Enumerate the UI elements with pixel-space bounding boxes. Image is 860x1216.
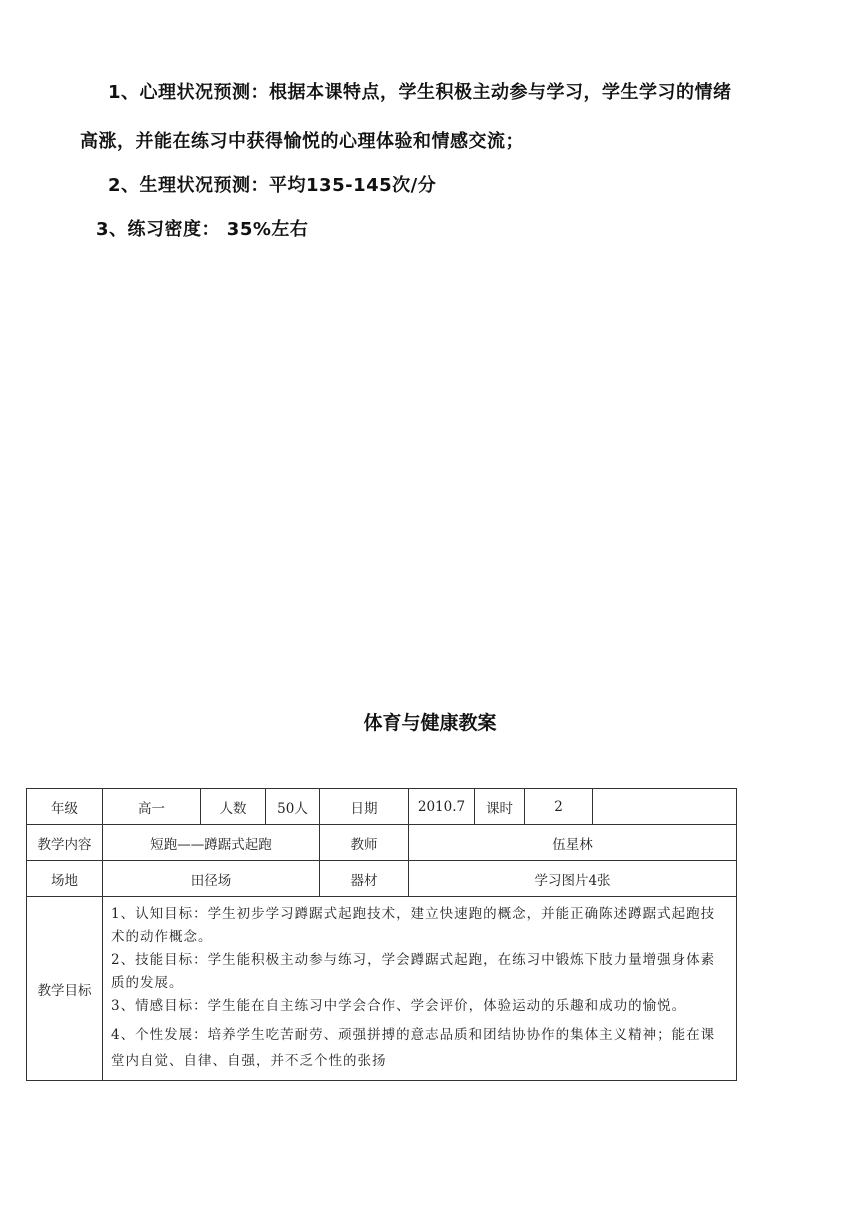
- table-row: [27, 825, 737, 861]
- table-row: [27, 897, 737, 1081]
- period-label: 课时: [475, 789, 525, 825]
- teacher-value: 伍星林: [409, 825, 737, 861]
- date-label: 日期: [320, 789, 409, 825]
- table-row: [27, 861, 737, 897]
- grade-value: 高一: [103, 789, 201, 825]
- goal-item: 1、认知目标：学生初步学习蹲踞式起跑技术，建立快速跑的概念，并能正确陈述蹲踞式起跑技术的动作概念。: [111, 906, 716, 945]
- goal-item: 4、个性发展：培养学生吃苦耐劳、顽强拼搏的意志品质和团结协协作的集体主义精神；能在课堂内自觉、自律、自强，并不乏个性的张扬: [111, 1027, 716, 1069]
- grade-label: 年级: [27, 789, 103, 825]
- teacher-label: 教师: [320, 825, 409, 861]
- exercise-density: 3、练习密度： 35%左右: [96, 219, 309, 240]
- count-label: 人数: [201, 789, 266, 825]
- physiological-forecast: 2、生理状况预测：平均135-145次/分: [108, 175, 437, 196]
- document-title: 体育与健康教案: [363, 712, 497, 734]
- date-value: 2010.7: [409, 789, 475, 825]
- content-value: 短跑——蹲踞式起跑: [103, 825, 320, 861]
- goals-label: 教学目标: [27, 897, 103, 1081]
- psychological-forecast-line2: 高涨，并能在练习中获得愉悦的心理体验和情感交流；: [80, 131, 524, 152]
- content-label: 教学内容: [27, 825, 103, 861]
- lesson-plan-table: [26, 788, 737, 1081]
- table-row: [27, 789, 737, 825]
- equipment-value: 学习图片4张: [409, 861, 737, 897]
- psychological-forecast-line1: 1、心理状况预测：根据本课特点，学生积极主动参与学习，学生学习的情绪: [108, 82, 732, 103]
- venue-label: 场地: [27, 861, 103, 897]
- equipment-label: 器材: [320, 861, 409, 897]
- count-value: 50人: [266, 789, 320, 825]
- goals-cell: [103, 897, 737, 1081]
- goal-item: 2、技能目标：学生能积极主动参与练习，学会蹲踞式起跑，在练习中锻炼下肢力量增强身体素质的发展。: [111, 952, 716, 991]
- empty-cell: [593, 789, 737, 825]
- venue-value: 田径场: [103, 861, 320, 897]
- goal-item: 3、情感目标：学生能在自主练习中学会合作、学会评价，体验运动的乐趣和成功的愉悦。: [111, 998, 687, 1014]
- period-value: 2: [525, 789, 593, 825]
